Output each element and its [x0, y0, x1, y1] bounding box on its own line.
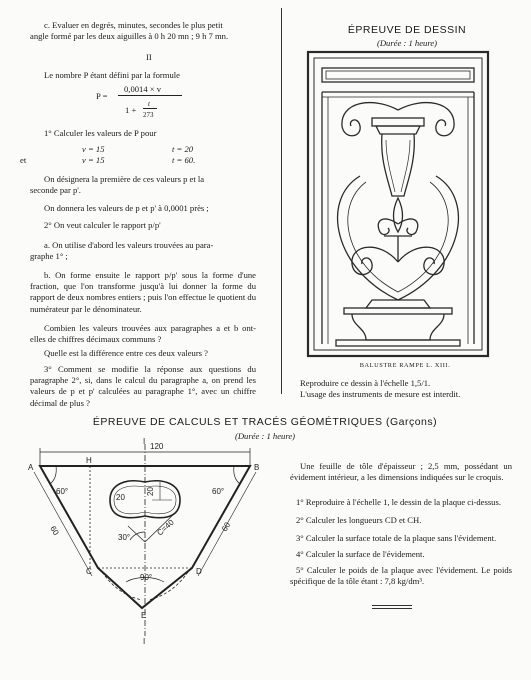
- angle-30: 30°: [118, 533, 131, 542]
- question-c-line1: c. Evaluer en degrés, minutes, secondes le plus petit: [44, 20, 223, 30]
- geometry-item-4: 4° Calculer la surface de l'évidement.: [296, 549, 425, 559]
- question-2a-line1: a. On utilise d'abord les valeurs trouvées au para-: [44, 240, 214, 250]
- drawing-duration: (Durée : 1 heure): [376, 38, 438, 48]
- designation-line1: On désignera la première de ces valeurs p et la: [44, 174, 205, 184]
- t-value-1: t = 20: [172, 144, 194, 154]
- closing-rule-2: [372, 608, 412, 609]
- formula-lhs: P =: [96, 91, 108, 101]
- formula-denominator-t: t: [148, 100, 150, 108]
- drawing-instruction-2: L'usage des instruments de mesure est interdit.: [300, 389, 461, 399]
- rounding-line: On donnera les valeurs de p et p' à 0,0001 près ;: [44, 203, 209, 213]
- quelle-question: Quelle est la différence entre ces deux valeurs ?: [44, 348, 208, 358]
- question-1: 1° Calculer les valeurs de P pour: [44, 128, 157, 138]
- dimension-20-b: 20: [116, 493, 125, 502]
- geometry-duration: (Durée : 1 heure): [234, 431, 296, 441]
- dimension-120: 120: [150, 442, 164, 451]
- v-value-2: v = 15: [82, 155, 105, 165]
- angle-60-left: 60°: [56, 487, 69, 496]
- point-d-label: D: [196, 567, 202, 576]
- side-60-left: 60: [48, 524, 61, 537]
- question-2b: b. On forme ensuite le rapport p/p' sous la forme d'une fraction, que l'on transforme jusqu'à lui donner la forme du rapport de deux nombres entiers ; puis l'on effectue le quotient du numérateur par le dénominateur.: [30, 270, 256, 314]
- question-2a-line2: graphe 1° ;: [30, 251, 68, 261]
- combien-question: Combien les valeurs trouvées aux paragraphes a et b ont-elles de chiffres décimaux communs ?: [30, 323, 256, 345]
- question-3: 3° Comment se modifie la réponse aux questions du paragraphe 2°, si, dans le calcul du paragraphe a, on prend les valeurs de p et p' calculées au paragraphe 1°, avec un chiffre décimal de plus ?: [30, 364, 256, 408]
- side-60-right: 60: [219, 520, 233, 533]
- geometry-item-1: 1° Reproduire à l'échelle 1, le dessin de la plaque ci-dessus.: [296, 497, 501, 507]
- point-b-label: B: [254, 463, 260, 472]
- angle-90: 90°: [140, 573, 153, 582]
- point-c-label: C: [86, 567, 92, 576]
- formula-numerator: 0,0014 × v: [124, 84, 162, 94]
- closing-rule-1: [372, 605, 412, 606]
- section-ii-heading: II: [146, 52, 152, 62]
- point-h-label: H: [86, 456, 92, 465]
- drawing-title: ÉPREUVE DE DESSIN: [347, 24, 467, 36]
- t-value-2: t = 60.: [172, 155, 196, 165]
- geometry-item-5: 5° Calculer le poids de la plaque avec l'évidement. Le poids spécifique de la tôle étant : 7,8 kg/dm³.: [290, 565, 512, 587]
- geometry-title: ÉPREUVE DE CALCULS ET TRACÉS GÉOMÉTRIQUES (Garçons): [92, 416, 438, 428]
- geometry-item-2: 2° Calculer les longueurs CD et CH.: [296, 515, 422, 525]
- formula-denominator-a: 1 +: [125, 105, 137, 115]
- point-a-label: A: [28, 463, 34, 472]
- drawing-instruction-1: Reproduire ce dessin à l'échelle 1,5/1.: [300, 378, 431, 388]
- question-c-line2: angle formé par les deux aiguilles à 0 h 20 mn ; 9 h 7 mn.: [30, 31, 229, 41]
- geometry-intro: Une feuille de tôle d'épaisseur ; 2,5 mm, possédant un évidement intérieur, a les dimensions indiquées sur le croquis.: [290, 461, 512, 483]
- question-2: 2° On veut calculer le rapport p/p': [44, 220, 161, 230]
- et-label: et: [20, 155, 27, 165]
- chord-40: C=40: [155, 517, 176, 538]
- geometry-item-3: 3° Calculer la surface totale de la plaque sans l'évidement.: [296, 533, 497, 543]
- point-e-label: E: [141, 611, 147, 620]
- angle-60-right: 60°: [212, 487, 225, 496]
- designation-line2: seconde par p'.: [30, 185, 81, 195]
- formula-denominator-273: 273: [143, 111, 154, 119]
- dimension-20-a: 20: [146, 487, 155, 496]
- point-i-bottom-label: I: [143, 637, 146, 646]
- drawing-caption: BALUSTRE RAMPE L. XIII.: [359, 362, 451, 369]
- formula-intro: Le nombre P étant défini par la formule: [44, 70, 180, 80]
- v-value-1: v = 15: [82, 144, 105, 154]
- point-i-top-label: I: [143, 437, 146, 446]
